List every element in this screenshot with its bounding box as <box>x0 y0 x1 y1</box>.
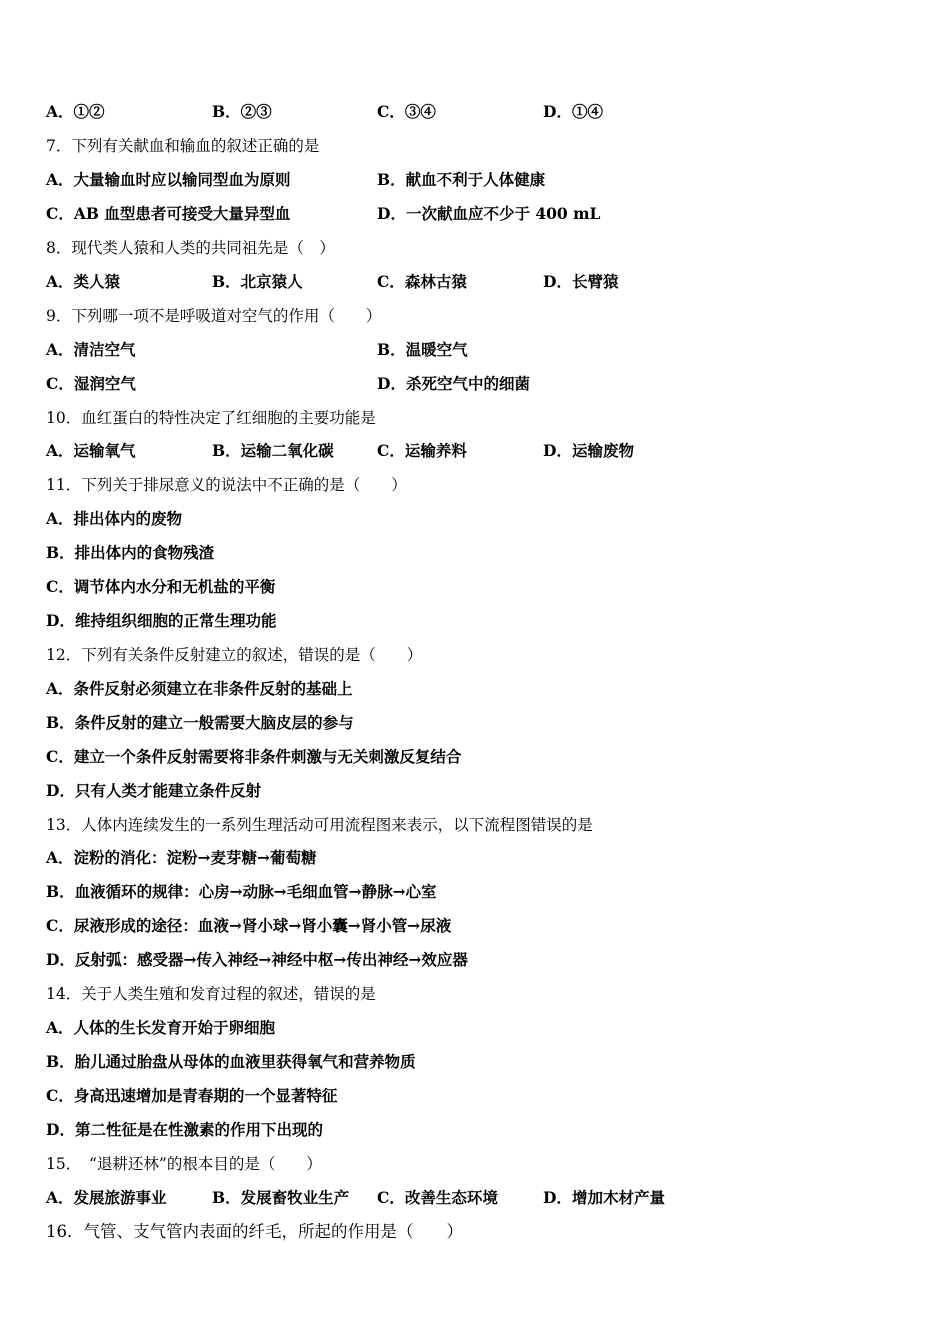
q7-option-b: B．献血不利于人体健康 <box>377 170 546 189</box>
q8-option-a: A．类人猿 <box>46 272 121 291</box>
q6-option-a: A．①② <box>46 102 105 121</box>
q15-option-d: D．增加木材产量 <box>543 1188 665 1207</box>
q9-stem: 9．下列哪一项不是呼吸道对空气的作用（ ） <box>46 307 382 325</box>
q12-stem: 12．下列有关条件反射建立的叙述，错误的是（ ） <box>46 646 423 664</box>
q11-option-a: A．排出体内的废物 <box>46 509 183 528</box>
q14-option-a: A．人体的生长发育开始于卵细胞 <box>46 1018 276 1037</box>
q12-option-c: C．建立一个条件反射需要将非条件刺激与无关刺激反复结合 <box>46 747 462 766</box>
q11-option-d: D．维持组织细胞的正常生理功能 <box>46 611 277 630</box>
q13-option-d: D．反射弧：感受器→传入神经→神经中枢→传出神经→效应器 <box>46 950 468 969</box>
q9-option-c: C．湿润空气 <box>46 374 136 393</box>
q8-option-c: C．森林古猿 <box>377 272 467 291</box>
q9-option-a: A．清洁空气 <box>46 340 136 359</box>
q8-stem: 8．现代类人猿和人类的共同祖先是（ ） <box>46 239 335 257</box>
q7-option-d: D．一次献血应不少于 400 mL <box>377 204 601 223</box>
q11-stem: 11．下列关于排尿意义的说法中不正确的是（ ） <box>46 476 407 494</box>
q12-option-b: B．条件反射的建立一般需要大脑皮层的参与 <box>46 713 354 732</box>
q10-option-d: D．运输废物 <box>543 441 634 460</box>
q16-stem: 16．气管、支气管内表面的纤毛，所起的作用是（ ） <box>46 1222 463 1241</box>
q12-option-a: A．条件反射必须建立在非条件反射的基础上 <box>46 679 353 698</box>
q13-option-b: B．血液循环的规律：心房→动脉→毛细血管→静脉→心室 <box>46 882 437 901</box>
q14-option-d: D．第二性征是在性激素的作用下出现的 <box>46 1120 323 1139</box>
q15-option-a: A．发展旅游事业 <box>46 1188 167 1207</box>
q13-option-c: C．尿液形成的途径：血液→肾小球→肾小囊→肾小管→尿液 <box>46 916 452 935</box>
q7-option-c: C．AB 血型患者可接受大量异型血 <box>46 204 291 223</box>
q12-option-d: D．只有人类才能建立条件反射 <box>46 781 261 800</box>
q6-option-d: D．①④ <box>543 102 603 121</box>
q15-option-c: C．改善生态环境 <box>377 1188 498 1207</box>
q7-option-a: A．大量输血时应以输同型血为原则 <box>46 170 291 189</box>
q6-option-b: B．②③ <box>212 102 272 121</box>
q11-option-b: B．排出体内的食物残渣 <box>46 543 215 562</box>
q10-option-b: B．运输二氧化碳 <box>212 441 334 460</box>
q14-option-c: C．身高迅速增加是青春期的一个显著特征 <box>46 1086 338 1105</box>
q8-option-b: B．北京猿人 <box>212 272 303 291</box>
q7-stem: 7．下列有关献血和输血的叙述正确的是 <box>46 137 320 155</box>
q13-option-a: A．淀粉的消化：淀粉→麦芽糖→葡萄糖 <box>46 848 317 867</box>
q9-option-b: B．温暖空气 <box>377 340 468 359</box>
q13-stem: 13．人体内连续发生的一系列生理活动可用流程图来表示，以下流程图错误的是 <box>46 816 593 834</box>
q15-stem: 15． “退耕还林”的根本目的是（ ） <box>46 1155 322 1173</box>
q11-option-c: C．调节体内水分和无机盐的平衡 <box>46 577 276 596</box>
q9-option-d: D．杀死空气中的细菌 <box>377 374 530 393</box>
q14-option-b: B．胎儿通过胎盘从母体的血液里获得氧气和营养物质 <box>46 1052 416 1071</box>
q10-stem: 10．血红蛋白的特性决定了红细胞的主要功能是 <box>46 409 376 427</box>
q10-option-c: C．运输养料 <box>377 441 467 460</box>
q15-option-b: B．发展畜牧业生产 <box>212 1188 350 1207</box>
q14-stem: 14．关于人类生殖和发育过程的叙述，错误的是 <box>46 985 376 1003</box>
q6-option-c: C．③④ <box>377 102 436 121</box>
q10-option-a: A．运输氧气 <box>46 441 136 460</box>
q8-option-d: D．长臂猿 <box>543 272 619 291</box>
